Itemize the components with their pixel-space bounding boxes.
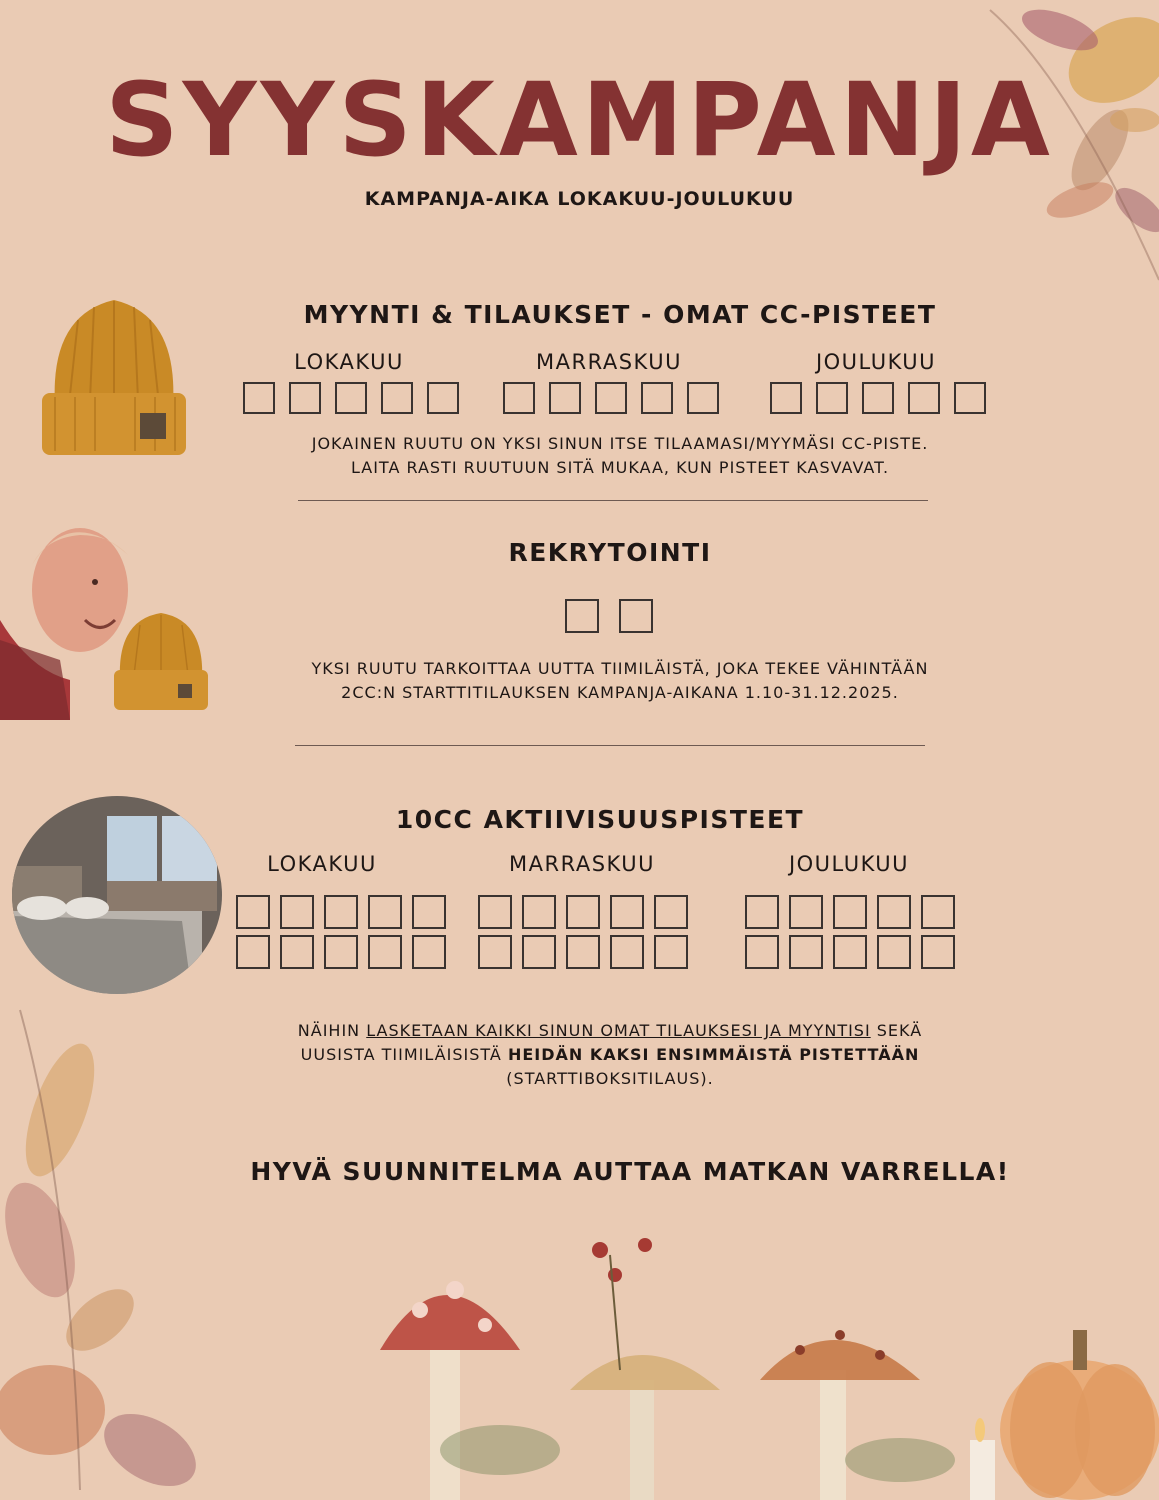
hotel-room-photo [12,796,222,994]
checkbox[interactable] [478,895,512,929]
checkbox[interactable] [522,895,556,929]
recruit-note [220,657,1020,705]
checkbox[interactable] [236,895,270,929]
checkbox[interactable] [381,382,413,414]
checkbox[interactable] [877,935,911,969]
sales-boxes-october [243,382,459,414]
checkbox[interactable] [789,935,823,969]
checkbox[interactable] [745,895,779,929]
note-bold-text: HEIDÄN KAKSI ENSIMMÄISTÄ PISTETTÄÄN [507,1045,920,1064]
checkbox[interactable] [243,382,275,414]
checkbox[interactable] [610,935,644,969]
checkbox[interactable] [833,935,867,969]
sales-boxes-november [503,382,719,414]
checkbox[interactable] [641,382,673,414]
note-text: UUSISTA TIIMILÄISISTÄ [300,1045,508,1064]
divider [298,500,928,501]
checkbox[interactable] [324,895,358,929]
pumpkin-decoration [970,1290,1159,1500]
checkbox[interactable] [833,895,867,929]
sales-heading: MYYNTI & TILAUKSET - OMAT CC-PISTEET [303,300,937,329]
sales-month-december: JOULUKUU [815,350,937,374]
activity-boxes-october [236,895,446,969]
page-subtitle: KAMPANJA-AIKA LOKAKUU-JOULUKUU [364,188,795,210]
activity-boxes-december [745,895,955,969]
sales-month-november: MARRASKUU [536,350,682,374]
activity-note-line2 [180,1043,1040,1067]
recruit-boxes [565,599,653,633]
activity-month-october: LOKAKUU [267,852,377,876]
checkbox[interactable] [770,382,802,414]
beanie-image [40,295,188,460]
checkbox[interactable] [610,895,644,929]
checkbox[interactable] [427,382,459,414]
sales-note-line1: JOKAINEN RUUTU ON YKSI SINUN ITSE TILAAMASI/MYYMÄSI CC-PISTE. [311,434,929,453]
checkbox[interactable] [619,599,653,633]
checkbox[interactable] [954,382,986,414]
sales-boxes-december [770,382,986,414]
activity-month-december: JOULUKUU [788,852,910,876]
checkbox[interactable] [566,935,600,969]
checkbox[interactable] [412,935,446,969]
checkbox[interactable] [368,935,402,969]
activity-heading: 10CC AKTIIVISUUSPISTEET [395,805,805,834]
beanie-image [112,610,210,712]
checkbox[interactable] [921,895,955,929]
checkbox[interactable] [412,895,446,929]
checkbox[interactable] [549,382,581,414]
activity-note [180,1019,1040,1091]
sales-note [220,432,1020,480]
note-text: NÄIHIN [297,1021,367,1040]
checkbox[interactable] [908,382,940,414]
checkbox[interactable] [280,895,314,929]
recruit-note-line1: YKSI RUUTU TARKOITTAA UUTTA TIIMILÄISTÄ, JOKA TEKEE VÄHINTÄÄN [311,659,929,678]
checkbox[interactable] [324,935,358,969]
activity-boxes-november [478,895,688,969]
checkbox[interactable] [565,599,599,633]
checkbox[interactable] [522,935,556,969]
recruit-heading: REKRYTOINTI [508,538,712,567]
footer-slogan: HYVÄ SUUNNITELMA AUTTAA MATKAN VARRELLA! [250,1157,1010,1186]
note-text: SEKÄ [870,1021,923,1040]
checkbox[interactable] [478,935,512,969]
checkbox[interactable] [789,895,823,929]
divider [295,745,925,746]
checkbox[interactable] [368,895,402,929]
checkbox[interactable] [335,382,367,414]
checkbox[interactable] [862,382,894,414]
sales-month-october: LOKAKUU [294,350,404,374]
checkbox[interactable] [654,935,688,969]
checkbox[interactable] [503,382,535,414]
checkbox[interactable] [745,935,779,969]
activity-note-line1 [180,1019,1040,1043]
recruit-note-line2: 2CC:N STARTTITILAUKSEN KAMPANJA-AIKANA 1.10-31.12.2025. [341,683,899,702]
sales-note-line2: LAITA RASTI RUUTUUN SITÄ MUKAA, KUN PISTEET KASVAVAT. [350,458,890,477]
checkbox[interactable] [654,895,688,929]
checkbox[interactable] [687,382,719,414]
activity-note-line3: (STARTTIBOKSITILAUS). [506,1069,714,1088]
autumn-leaves-decoration [0,990,210,1500]
note-underlined-text: LASKETAAN KAIKKI SINUN OMAT TILAUKSESI JA MYYNTISI [366,1021,871,1040]
checkbox[interactable] [595,382,627,414]
checkbox[interactable] [289,382,321,414]
checkbox[interactable] [816,382,848,414]
activity-month-november: MARRASKUU [509,852,655,876]
checkbox[interactable] [877,895,911,929]
checkbox[interactable] [280,935,314,969]
checkbox[interactable] [566,895,600,929]
checkbox[interactable] [921,935,955,969]
checkbox[interactable] [236,935,270,969]
page-title: SYYSKAMPANJA [105,61,1054,180]
